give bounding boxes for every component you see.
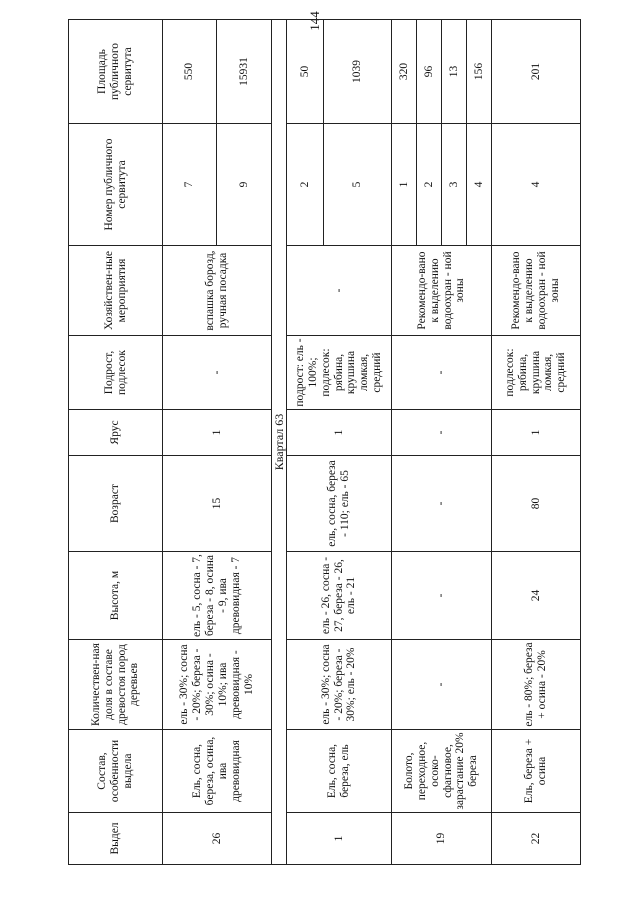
header-row	[69, 20, 163, 865]
cell-nomer: 7	[163, 124, 217, 246]
cell-vysota: 24	[492, 552, 581, 640]
cell-meropriyatiya: -	[287, 246, 392, 336]
cell-nomer: 2	[287, 124, 324, 246]
table-row	[163, 20, 217, 865]
cell-nomer: 4	[492, 124, 581, 246]
cell-podrost: -	[163, 336, 272, 410]
header-yarus: Ярус	[69, 410, 163, 456]
cell-vysota: ель - 5, сосна - 7, береза - 8, осина - 9, ива древовидная - 7	[163, 552, 272, 640]
cell-ploshad: 156	[467, 20, 492, 124]
cell-sostav: Ель, береза + осина	[492, 730, 581, 813]
cell-dolya: ель - 30%; сосна - 20%; береза - 30%; осина - 10%; ива древовидная - 10%	[163, 640, 272, 730]
cell-ploshad: 550	[163, 20, 217, 124]
cell-nomer: 4	[467, 124, 492, 246]
cell-vydel: 1	[287, 813, 392, 865]
cell-vozrast: -	[392, 456, 492, 552]
cell-vysota: ель - 26, сосна - 27, береза - 26, ель - 21	[287, 552, 392, 640]
cell-vysota: -	[392, 552, 492, 640]
cell-yarus: 1	[492, 410, 581, 456]
cell-podrost: подлесок: рябина, крушина ломкая, средний	[492, 336, 581, 410]
cell-meropriyatiya: Рекомендо-вано к выделению водоохран - ной зоны	[392, 246, 492, 336]
cell-vozrast: 15	[163, 456, 272, 552]
cell-nomer: 5	[324, 124, 392, 246]
quarter-row	[272, 20, 287, 865]
table-row	[287, 20, 324, 865]
cell-sostav: Ель, сосна, береза, ель	[287, 730, 392, 813]
cell-vydel: 22	[492, 813, 581, 865]
page-number: 144	[307, 11, 322, 31]
cell-ploshad: 201	[492, 20, 581, 124]
table-row	[392, 20, 417, 865]
quarter-label: Квартал 63	[272, 20, 287, 865]
cell-dolya: -	[392, 640, 492, 730]
cell-nomer: 3	[442, 124, 467, 246]
header-dolya: Количествен-ная доля в составе древостоя пород деревьев	[69, 640, 163, 730]
cell-ploshad: 96	[417, 20, 442, 124]
header-meropriyatiya: Хозяйствен-ные мероприятия	[69, 246, 163, 336]
cell-nomer: 2	[417, 124, 442, 246]
cell-ploshad: 320	[392, 20, 417, 124]
header-vydel: Выдел	[69, 813, 163, 865]
rotated-table-container	[68, 40, 567, 865]
header-podrost: Подрост, подлесок	[69, 336, 163, 410]
cell-ploshad: 1039	[324, 20, 392, 124]
header-nomer: Номер публичного сервитута	[69, 124, 163, 246]
cell-sostav: Ель, сосна, береза, осина, ива древовидная	[163, 730, 272, 813]
cell-meropriyatiya: Рекомендо-вано к выделению водоохран - ной зоны	[492, 246, 581, 336]
cell-nomer: 9	[217, 124, 272, 246]
cell-sostav: Болото, переходное, осоко-сфагновое, зарастание 20% береза	[392, 730, 492, 813]
header-vysota: Высота, м	[69, 552, 163, 640]
cell-nomer: 1	[392, 124, 417, 246]
cell-ploshad: 50	[287, 20, 324, 124]
cell-yarus: 1	[163, 410, 272, 456]
cell-dolya: ель - 80%; береза + осина - 20%	[492, 640, 581, 730]
cell-podrost: -	[392, 336, 492, 410]
header-sostav: Состав, особенности выдела	[69, 730, 163, 813]
cell-vozrast: ель, сосна, береза - 110; ель - 65	[287, 456, 392, 552]
table-row	[492, 20, 581, 865]
header-ploshad: Площадь публичного сервитута	[69, 20, 163, 124]
cell-podrost: подрост: ель - 100%; подлесок: рябина, крушина ломкая, средний	[287, 336, 392, 410]
cell-vozrast: 80	[492, 456, 581, 552]
cell-meropriyatiya: вспашка борозд, ручная посадка	[163, 246, 272, 336]
forest-inventory-table	[68, 19, 581, 865]
header-vozrast: Возраст	[69, 456, 163, 552]
cell-dolya: ель - 30%; сосна - 20%; береза - 30%; ель - 20%	[287, 640, 392, 730]
cell-vydel: 19	[392, 813, 492, 865]
cell-yarus: -	[392, 410, 492, 456]
cell-yarus: 1	[287, 410, 392, 456]
cell-vydel: 26	[163, 813, 272, 865]
cell-ploshad: 13	[442, 20, 467, 124]
cell-ploshad: 15931	[217, 20, 272, 124]
